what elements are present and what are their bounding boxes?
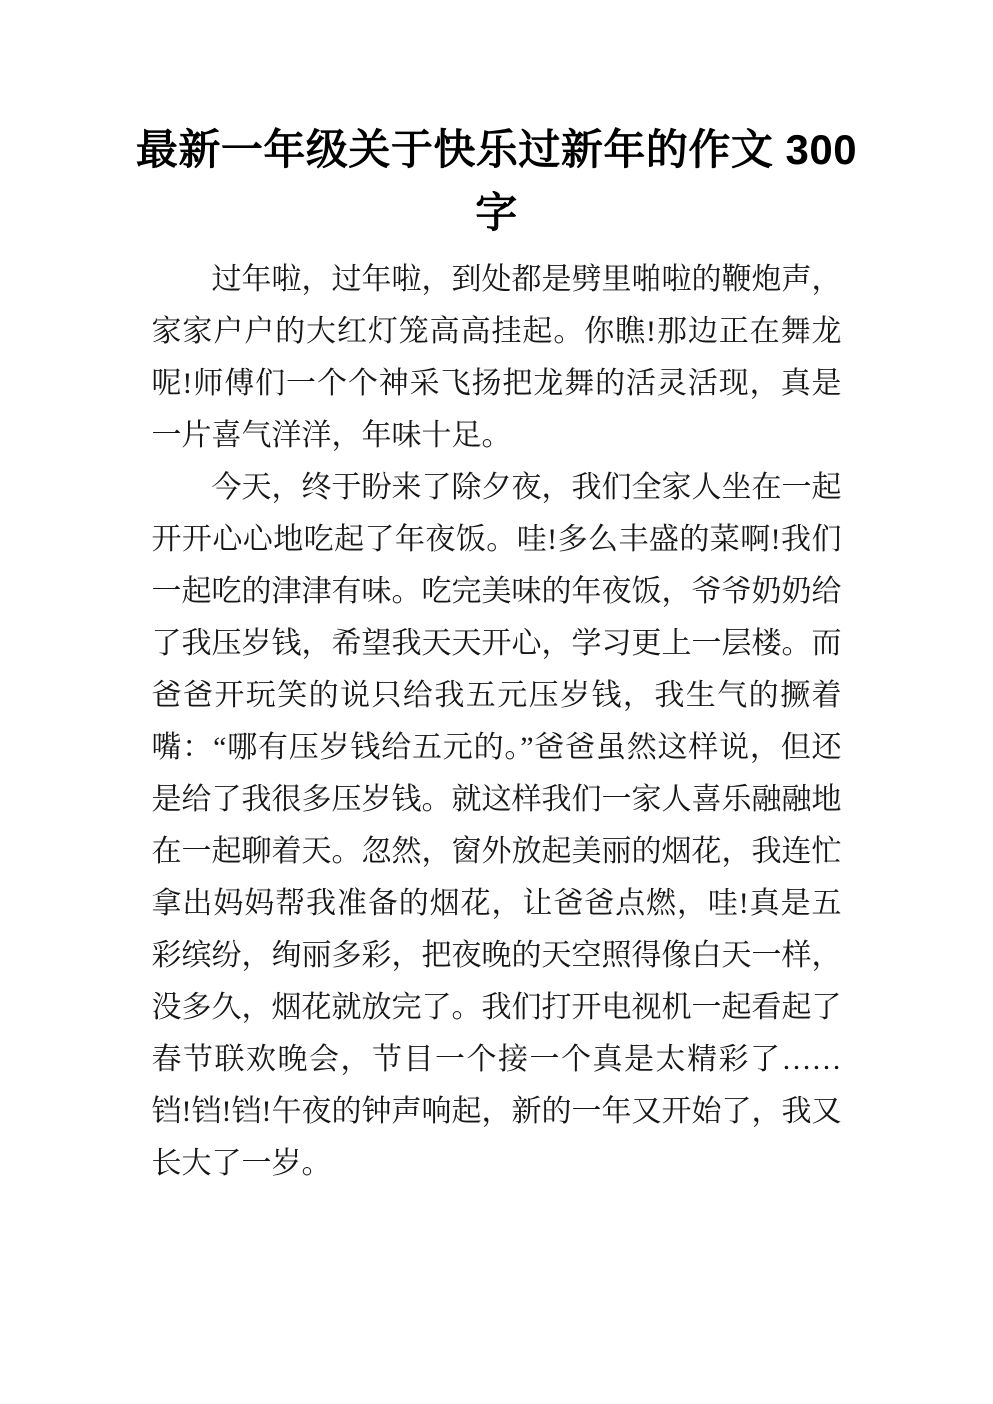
essay-paragraph: 今天，终于盼来了除夕夜，我们全家人坐在一起开开心心地吃起了年夜饭。哇!多么丰盛的菜啊!我们一起吃的津津有味。吃完美味的年夜饭，爷爷奶奶给了我压岁钱，希望我天天开心，学习更上一层楼。而爸爸开玩笑的说只给我五元压岁钱，我生气的撅着嘴：“哪有压岁钱给五元的。”爸爸虽然这样说，但还是给了我很多压岁钱。就这样我们一家人喜乐融融地在一起聊着天。忽然，窗外放起美丽的烟花，我连忙拿出妈妈帮我准备的烟花，让爸爸点燃，哇!真是五彩缤纷，绚丽多彩，把夜晚的天空照得像白天一样，没多久，烟花就放完了。我们打开电视机一起看起了春节联欢晚会，节目一个接一个真是太精彩了……铛!铛!铛!午夜的钟声响起，新的一年又开始了，我又长大了一岁。 (151, 471, 842, 1180)
essay-paragraph: 过年啦，过年啦，到处都是劈里啪啦的鞭炮声，家家户户的大红灯笼高高挂起。你瞧!那边正在舞龙呢!师傅们一个个神采飞扬把龙舞的活灵活现，真是一片喜气洋洋，年味十足。 (151, 263, 842, 452)
essay-body (152, 254, 842, 1190)
essay-title: 最新一年级关于快乐过新年的作文 300 字 (135, 126, 858, 236)
